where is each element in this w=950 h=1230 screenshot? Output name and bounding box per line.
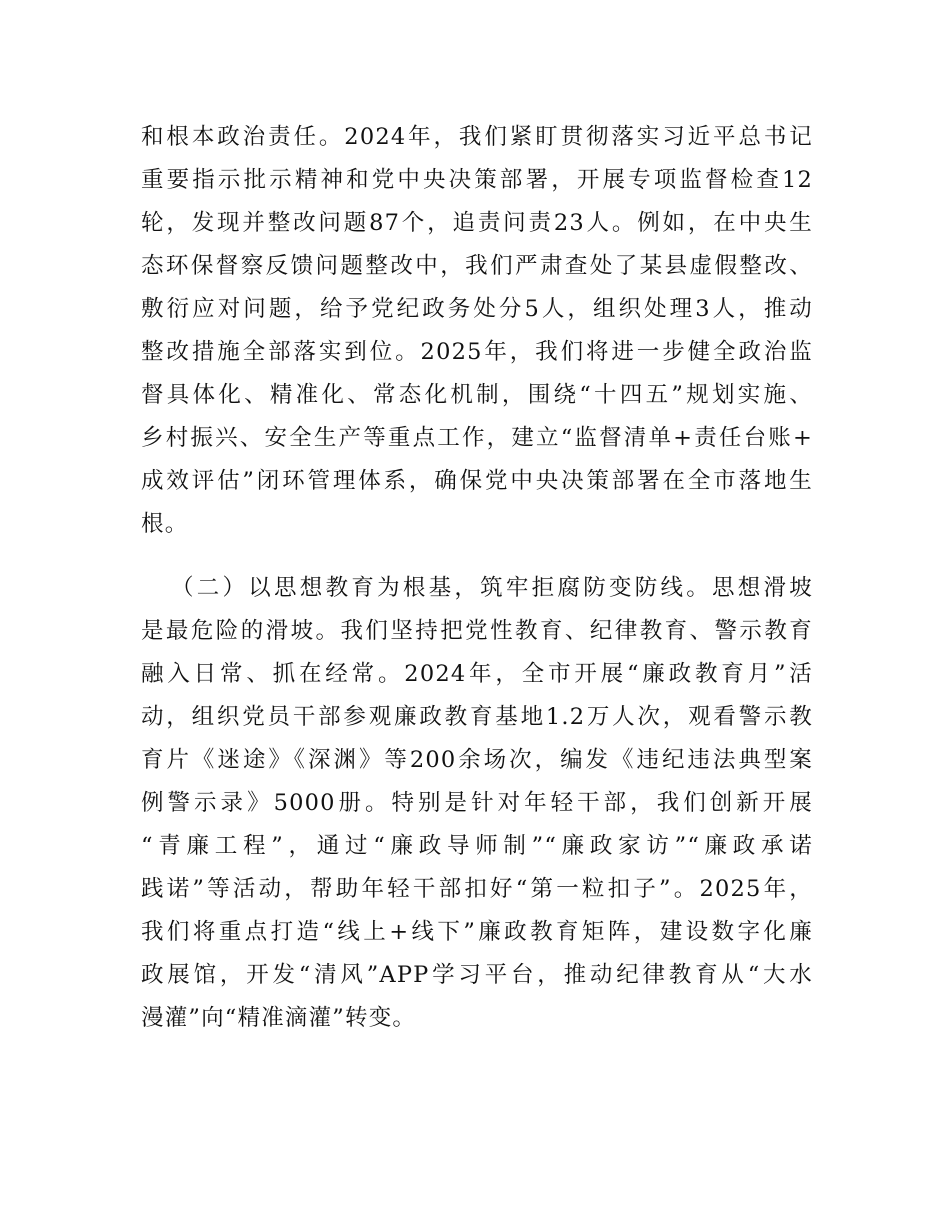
text-line: 例警示录》5000册。特别是针对年轻干部，我们创新开展	[141, 790, 813, 816]
text-line: 我们将重点打造“线上+线下”廉政教育矩阵，建设数字化廉	[141, 919, 813, 945]
text-line: 敷衍应对问题，给予党纪政务处分5人，组织处理3人，推动	[141, 296, 813, 322]
text-line: 根。	[141, 511, 189, 537]
text-line: 政展馆，开发“清风”APP学习平台，推动纪律教育从“大水	[141, 962, 813, 988]
document-body	[141, 116, 813, 1040]
text-line: 融入日常、抓在经常。2024年，全市开展“廉政教育月”活	[141, 661, 813, 687]
text-line: 动，组织党员干部参观廉政教育基地1.2万人次，观看警示教	[141, 704, 813, 730]
paragraph-ideological-education	[141, 567, 813, 1040]
text-line: 督具体化、精准化、常态化机制，围绕“十四五”规划实施、	[141, 382, 813, 408]
text-line: 漫灌”向“精准滴灌”转变。	[141, 1005, 417, 1031]
text-line: 践诺”等活动，帮助年轻干部扣好“第一粒扣子”。2025年，	[141, 876, 813, 902]
text-line: 整改措施全部落实到位。2025年，我们将进一步健全政治监	[141, 339, 813, 365]
text-line: 成效评估”闭环管理体系，确保党中央决策部署在全市落地生	[141, 468, 813, 494]
text-line: “青廉工程”，通过“廉政导师制”“廉政家访”“廉政承诺	[141, 833, 813, 859]
text-line: 态环保督察反馈问题整改中，我们严肃查处了某县虚假整改、	[141, 253, 813, 279]
text-line: 是最危险的滑坡。我们坚持把党性教育、纪律教育、警示教育	[141, 618, 813, 644]
text-line: 育片《迷途》《深渊》等200余场次，编发《违纪违法典型案	[141, 747, 813, 773]
text-line: 轮，发现并整改问题87个，追责问责23人。例如，在中央生	[141, 210, 813, 236]
paragraph-political-supervision	[141, 116, 813, 546]
text-line: 重要指示批示精神和党中央决策部署，开展专项监督检查12	[141, 167, 813, 193]
text-line: 乡村振兴、安全生产等重点工作，建立“监督清单+责任台账+	[141, 425, 813, 451]
section-heading-line: （二）以思想教育为根基，筑牢拒腐防变防线。思想滑坡	[171, 575, 813, 601]
text-line: 和根本政治责任。2024年，我们紧盯贯彻落实习近平总书记	[141, 124, 813, 150]
